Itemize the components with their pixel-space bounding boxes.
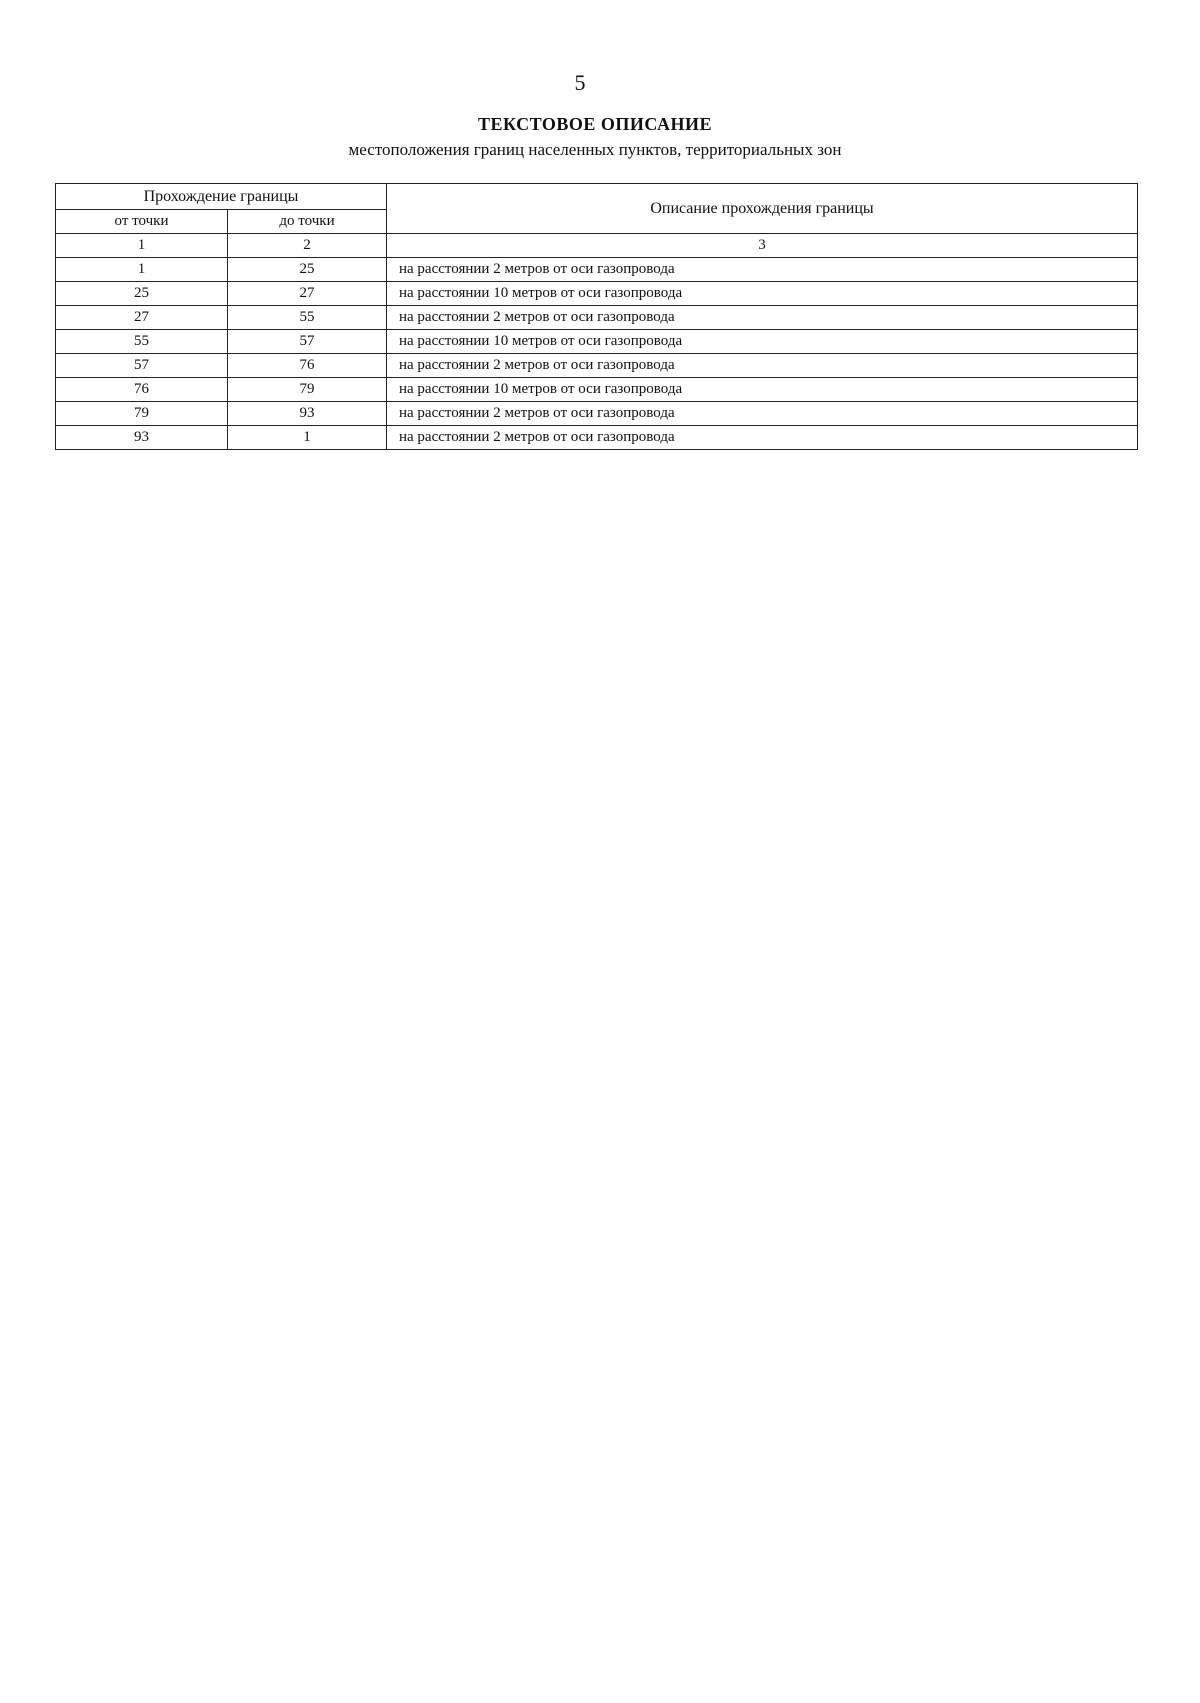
page-number: 5 [574,70,586,95]
from-point-cell: 57 [56,354,228,378]
description-cell: на расстоянии 2 метров от оси газопровода [387,402,1138,426]
description-cell: на расстоянии 10 метров от оси газопровода [387,378,1138,402]
table-row [56,282,1138,306]
description-cell: на расстоянии 2 метров от оси газопровода [387,354,1138,378]
column-number-row [56,234,1138,258]
table-row [56,426,1138,450]
column-number: 3 [387,234,1138,258]
from-point-cell: 55 [56,330,228,354]
to-point-cell: 57 [228,330,387,354]
to-point-cell: 93 [228,402,387,426]
table-row [56,330,1138,354]
table-row [56,354,1138,378]
from-point-cell: 25 [56,282,228,306]
column-number: 1 [56,234,228,258]
description-cell: на расстоянии 10 метров от оси газопровода [387,282,1138,306]
description-cell: на расстоянии 2 метров от оси газопровода [387,426,1138,450]
to-point-column-header: до точки [228,210,387,234]
description-cell: на расстоянии 2 метров от оси газопровода [387,258,1138,282]
from-point-cell: 93 [56,426,228,450]
from-point-cell: 79 [56,402,228,426]
from-point-cell: 27 [56,306,228,330]
description-column-header: Описание прохождения границы [387,184,1138,234]
to-point-cell: 79 [228,378,387,402]
table-row [56,306,1138,330]
group-header-boundary-passage: Прохождение границы [56,184,387,210]
boundary-description-table [55,183,1138,450]
table-header-row [56,184,1138,210]
from-point-cell: 1 [56,258,228,282]
from-point-cell: 76 [56,378,228,402]
table-row [56,402,1138,426]
description-cell: на расстоянии 10 метров от оси газопровода [387,330,1138,354]
from-point-column-header: от точки [56,210,228,234]
description-cell: на расстоянии 2 метров от оси газопровода [387,306,1138,330]
table-row [56,378,1138,402]
to-point-cell: 76 [228,354,387,378]
column-number: 2 [228,234,387,258]
document-subtitle: местоположения границ населенных пунктов, территориальных зон [348,140,842,159]
table-row [56,258,1138,282]
document-title: ТЕКСТОВОЕ ОПИСАНИЕ [477,114,712,134]
to-point-cell: 27 [228,282,387,306]
to-point-cell: 1 [228,426,387,450]
to-point-cell: 55 [228,306,387,330]
to-point-cell: 25 [228,258,387,282]
